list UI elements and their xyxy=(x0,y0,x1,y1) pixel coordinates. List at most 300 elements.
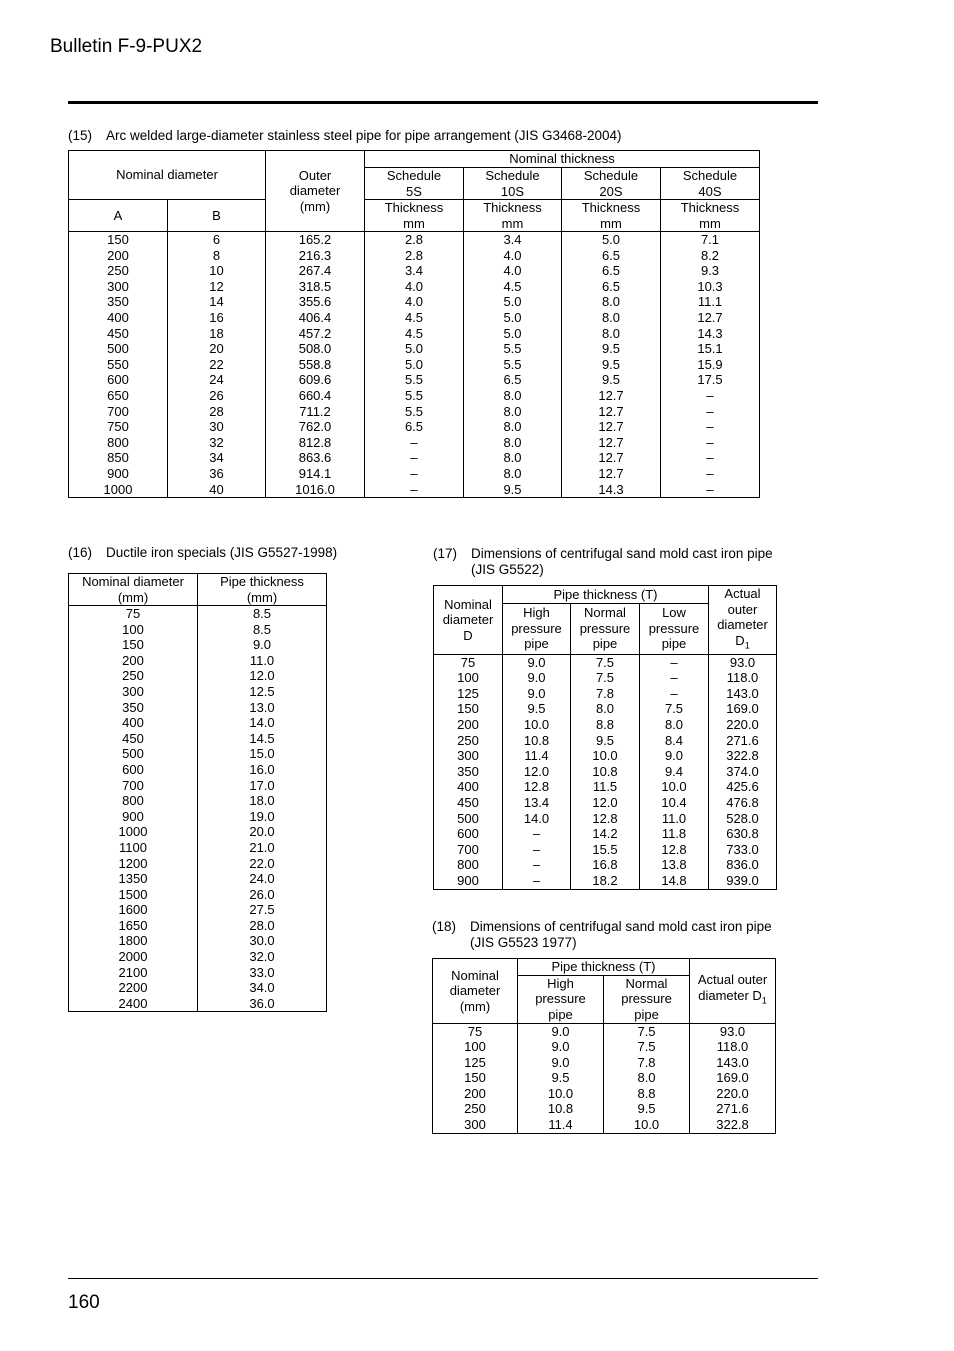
table-cell: 8.0 xyxy=(601,309,621,325)
table-cell: 125 xyxy=(457,685,479,701)
table-cell: 8.0 xyxy=(503,403,522,419)
table-cell: – xyxy=(706,450,714,466)
table-cell: 558.8 xyxy=(298,356,332,372)
table-cell: 11.0 xyxy=(661,810,687,826)
table-cell: 12.7 xyxy=(598,387,624,403)
table-cell: 400 xyxy=(122,715,144,731)
table-cell: 762.0 xyxy=(298,419,332,435)
table-16-caption xyxy=(68,545,368,561)
table-cell: 5.5 xyxy=(503,341,522,357)
table-cell: 93.0 xyxy=(719,1023,746,1039)
table-cell: 5.0 xyxy=(503,309,522,325)
table-cell: – xyxy=(532,826,541,842)
column-actual-outer-diameter xyxy=(709,654,777,889)
table-cell: 12.8 xyxy=(592,810,618,826)
table-cell: 9.0 xyxy=(527,670,546,686)
table-cell: 10.8 xyxy=(523,732,550,748)
table-cell: 8.0 xyxy=(664,716,684,732)
table-cell: 75 xyxy=(460,654,476,670)
page-number: 160 xyxy=(68,1292,100,1313)
table-cell: 6.5 xyxy=(503,372,522,388)
table-cell: 14 xyxy=(209,294,224,310)
header-schedule-20s: Schedule 20S xyxy=(562,168,661,200)
table-cell: 14.8 xyxy=(661,872,687,888)
caption-title: Dimensions of centrifugal sand mold cast iron pipe (JIS G5523 1977) xyxy=(470,919,772,950)
table-cell: 8.0 xyxy=(503,465,522,481)
table-cell: 7.5 xyxy=(595,654,615,670)
table-cell: 457.2 xyxy=(298,325,332,341)
table-cell: 10.0 xyxy=(661,779,687,795)
header-a: A xyxy=(69,200,168,232)
table-cell: – xyxy=(410,434,418,450)
header-thickness-20s: Thickness mm xyxy=(562,200,661,232)
table-cell: 10.0 xyxy=(523,716,550,732)
table-cell: 12.0 xyxy=(249,668,275,684)
table-cell: 14.2 xyxy=(592,826,618,842)
header-normal-pressure: Normal pressure pipe xyxy=(571,603,640,654)
table-cell: 143.0 xyxy=(726,685,759,701)
table-cell: 450 xyxy=(457,794,479,810)
column-outer-diameter xyxy=(266,232,365,498)
table-cell: 600 xyxy=(457,826,479,842)
table-cell: 10.0 xyxy=(547,1085,574,1101)
table-cell: 18.0 xyxy=(249,793,275,809)
table-18-caption xyxy=(432,919,812,951)
table-cell: 9.5 xyxy=(601,372,621,388)
table-cell: – xyxy=(532,872,541,888)
table-cell: 5.5 xyxy=(503,356,522,372)
table-cell: 150 xyxy=(464,1070,486,1086)
table-cell: 630.8 xyxy=(726,826,759,842)
table-cell: 318.5 xyxy=(298,278,332,294)
table-cell: 7.5 xyxy=(595,670,615,686)
table-cell: 21.0 xyxy=(249,839,275,855)
table-cell: 322.8 xyxy=(716,1117,749,1133)
column-low-pressure xyxy=(640,654,709,889)
table-cell: 271.6 xyxy=(726,732,759,748)
table-17 xyxy=(433,585,777,890)
table-cell: – xyxy=(410,465,418,481)
column-actual-outer-diameter xyxy=(690,1023,776,1133)
table-cell: 406.4 xyxy=(298,309,332,325)
table-cell: 12.8 xyxy=(523,779,550,795)
table-cell: 1800 xyxy=(118,933,148,949)
column-schedule-5s xyxy=(365,232,464,498)
table-cell: 11.8 xyxy=(661,826,687,842)
table-cell: 350 xyxy=(457,763,479,779)
table-cell: 10.0 xyxy=(633,1117,660,1133)
table-cell: 9.5 xyxy=(601,356,621,372)
table-cell: 914.1 xyxy=(298,465,332,481)
table-cell: 26.0 xyxy=(249,886,275,902)
table-cell: 100 xyxy=(457,670,479,686)
table-cell: 2.8 xyxy=(404,247,424,263)
table-cell: 4.0 xyxy=(404,278,424,294)
table-cell: – xyxy=(706,465,714,481)
table-cell: – xyxy=(532,857,541,873)
table-cell: 271.6 xyxy=(716,1101,749,1117)
table-cell: – xyxy=(410,450,418,466)
column-schedule-20s xyxy=(562,232,661,498)
table-cell: – xyxy=(706,434,714,450)
table-cell: 9.5 xyxy=(595,732,615,748)
table-cell: 14.3 xyxy=(697,325,723,341)
table-cell: 800 xyxy=(122,793,144,809)
table-cell: 13.4 xyxy=(523,794,550,810)
table-cell: 11.5 xyxy=(592,779,618,795)
column-schedule-10s xyxy=(464,232,562,498)
table-cell: 32.0 xyxy=(249,949,275,965)
table-cell: 8.4 xyxy=(664,732,684,748)
table-cell: 4.5 xyxy=(404,309,424,325)
column-high-pressure xyxy=(503,654,571,889)
header-pipe-thickness: Pipe thickness (T) xyxy=(518,959,690,976)
table-cell: 34 xyxy=(209,450,224,466)
table-cell: 118.0 xyxy=(726,670,759,686)
table-cell: 500 xyxy=(122,746,144,762)
header-thickness-5s: Thickness mm xyxy=(365,200,464,232)
table-cell: 1100 xyxy=(119,839,147,855)
table-cell: 1600 xyxy=(118,902,148,918)
header-low-pressure: Low pressure pipe xyxy=(640,603,709,654)
table-cell: 711.2 xyxy=(299,403,331,419)
table-cell: 36 xyxy=(209,465,224,481)
table-cell: 900 xyxy=(107,465,129,481)
column-a xyxy=(69,232,168,498)
table-cell: 8.0 xyxy=(595,701,615,717)
table-cell: 7.5 xyxy=(637,1023,656,1039)
header-nominal-diameter: Nominal diameter (mm) xyxy=(433,959,518,1024)
table-cell: 300 xyxy=(457,748,479,764)
table-cell: – xyxy=(706,419,714,435)
table-cell: 6 xyxy=(212,232,221,247)
table-cell: 143.0 xyxy=(716,1054,749,1070)
table-cell: 4.5 xyxy=(404,325,424,341)
table-cell: 9.0 xyxy=(527,654,546,670)
top-rule xyxy=(68,101,818,104)
table-cell: 28 xyxy=(209,403,224,419)
table-cell: 216.3 xyxy=(298,247,332,263)
table-cell: 169.0 xyxy=(726,701,759,717)
table-cell: 250 xyxy=(122,668,144,684)
table-cell: 2.8 xyxy=(404,232,424,247)
table-cell: 355.6 xyxy=(298,294,332,310)
column-pipe-thickness xyxy=(198,606,327,1012)
table-cell: 650 xyxy=(107,387,129,403)
table-cell: 200 xyxy=(457,716,479,732)
table-cell: 400 xyxy=(457,779,479,795)
column-b xyxy=(168,232,266,498)
table-cell: 9.0 xyxy=(551,1039,570,1055)
table-cell: 250 xyxy=(464,1101,486,1117)
table-cell: 450 xyxy=(122,730,144,746)
table-cell: 863.6 xyxy=(298,450,332,466)
header-b: B xyxy=(168,200,266,232)
table-16 xyxy=(68,573,327,1012)
column-normal-pressure xyxy=(571,654,640,889)
table-cell: 250 xyxy=(107,263,129,279)
table-cell: 733.0 xyxy=(726,841,759,857)
table-cell: 267.4 xyxy=(298,263,332,279)
table-cell: 1016.0 xyxy=(295,481,335,497)
caption-number: (17) xyxy=(433,546,458,561)
table-cell: 600 xyxy=(122,761,144,777)
column-normal-pressure xyxy=(604,1023,690,1133)
table-cell: 300 xyxy=(122,683,144,699)
table-cell: 660.4 xyxy=(298,387,332,403)
table-cell: 8.0 xyxy=(503,419,522,435)
table-cell: 18.2 xyxy=(592,872,618,888)
table-cell: 850 xyxy=(107,450,129,466)
table-cell: 800 xyxy=(457,857,479,873)
table-cell: 8.0 xyxy=(637,1070,656,1086)
table-cell: 11.1 xyxy=(697,294,723,310)
header-nominal-diameter: Nominal diameter xyxy=(69,151,266,200)
table-cell: 100 xyxy=(464,1039,486,1055)
caption-title: Arc welded large-diameter stainless steel pipe for pipe arrangement (JIS G3468-2004) xyxy=(106,128,622,143)
table-cell: 11.4 xyxy=(524,748,549,764)
table-cell: 6.5 xyxy=(601,278,621,294)
table-cell: 2100 xyxy=(118,964,148,980)
table-cell: 10.8 xyxy=(547,1101,574,1117)
table-cell: 9.5 xyxy=(637,1101,656,1117)
table-cell: 4.0 xyxy=(503,247,522,263)
table-cell: 300 xyxy=(464,1117,486,1133)
table-cell: 250 xyxy=(457,732,479,748)
table-cell: 10 xyxy=(209,263,224,279)
table-cell: 300 xyxy=(107,278,129,294)
bulletin-id: Bulletin F-9-PUX2 xyxy=(50,36,203,57)
table-cell: 12 xyxy=(209,278,224,294)
table-17-caption xyxy=(433,546,813,578)
table-cell: 9.0 xyxy=(664,748,684,764)
table-cell: 75 xyxy=(467,1023,483,1039)
table-cell: 9.0 xyxy=(551,1023,570,1039)
table-cell: 20 xyxy=(209,341,224,357)
table-cell: 600 xyxy=(107,372,129,388)
table-cell: 12.7 xyxy=(697,309,723,325)
table-cell: 4.5 xyxy=(503,278,522,294)
table-cell: 9.5 xyxy=(503,481,522,497)
table-cell: 27.5 xyxy=(249,902,275,918)
table-cell: 900 xyxy=(122,808,144,824)
caption-number: (16) xyxy=(68,545,93,560)
table-cell: 14.3 xyxy=(598,481,624,497)
table-cell: 169.0 xyxy=(716,1070,749,1086)
table-cell: 14.0 xyxy=(249,715,275,731)
table-cell: 750 xyxy=(107,419,129,435)
column-nominal-diameter xyxy=(433,1023,518,1133)
header-nominal-diameter: Nominal diameter (mm) xyxy=(69,574,198,606)
table-cell: – xyxy=(670,685,678,701)
table-cell: 34.0 xyxy=(249,980,275,996)
table-cell: 700 xyxy=(457,841,479,857)
table-cell: 19.0 xyxy=(249,808,275,824)
table-cell: 118.0 xyxy=(716,1039,749,1055)
header-normal-pressure: Normal pressure pipe xyxy=(604,975,690,1023)
header-thickness-40s: Thickness mm xyxy=(661,200,760,232)
table-cell: 9.5 xyxy=(551,1070,570,1086)
table-cell: 32 xyxy=(209,434,224,450)
table-cell: 322.8 xyxy=(726,748,759,764)
table-cell: 12.7 xyxy=(598,450,624,466)
caption-number: (18) xyxy=(432,919,457,934)
table-cell: 450 xyxy=(107,325,129,341)
table-cell: 10.4 xyxy=(661,794,687,810)
table-cell: 400 xyxy=(107,309,129,325)
table-cell: 17.5 xyxy=(697,372,723,388)
table-cell: 8 xyxy=(212,247,221,263)
table-cell: 13.0 xyxy=(249,699,275,715)
table-cell: 350 xyxy=(107,294,129,310)
table-cell: 5.0 xyxy=(404,356,424,372)
table-15 xyxy=(68,150,760,498)
column-nominal-diameter xyxy=(69,606,198,1012)
header-pipe-thickness: Pipe thickness (T) xyxy=(503,586,709,604)
table-cell: 528.0 xyxy=(726,810,759,826)
table-cell: 8.0 xyxy=(503,387,522,403)
column-schedule-40s xyxy=(661,232,760,498)
table-cell: 2400 xyxy=(118,995,148,1011)
table-cell: 9.0 xyxy=(527,685,546,701)
caption-number: (15) xyxy=(68,128,93,143)
table-cell: 5.5 xyxy=(404,387,424,403)
table-cell: – xyxy=(410,481,418,497)
table-cell: 9.3 xyxy=(700,263,720,279)
table-cell: 9.4 xyxy=(664,763,684,779)
table-cell: 1000 xyxy=(103,481,133,497)
table-cell: 7.5 xyxy=(664,701,684,717)
table-cell: 8.5 xyxy=(252,606,272,621)
table-cell: 8.2 xyxy=(700,247,720,263)
table-cell: 9.0 xyxy=(252,637,272,653)
table-cell: 16.0 xyxy=(249,761,275,777)
table-cell: 3.4 xyxy=(503,232,522,247)
header-pipe-thickness: Pipe thickness (mm) xyxy=(198,574,327,606)
caption-title: Dimensions of centrifugal sand mold cast iron pipe (JIS G5522) xyxy=(471,546,773,577)
table-cell: 700 xyxy=(122,777,144,793)
table-cell: 15.5 xyxy=(592,841,618,857)
table-cell: 500 xyxy=(457,810,479,826)
table-cell: 4.0 xyxy=(404,294,424,310)
header-high-pressure: High pressure pipe xyxy=(518,975,604,1023)
table-cell: 9.0 xyxy=(551,1054,570,1070)
table-cell: 508.0 xyxy=(298,341,332,357)
table-cell: 6.5 xyxy=(601,263,621,279)
table-cell: 16.8 xyxy=(592,857,618,873)
table-cell: 220.0 xyxy=(726,716,759,732)
table-cell: 12.7 xyxy=(598,434,624,450)
table-cell: 30 xyxy=(209,419,224,435)
header-actual-outer-diameter: Actual outer diameter $D_1$ xyxy=(709,586,777,655)
table-15-caption xyxy=(68,128,818,144)
table-cell: 1200 xyxy=(118,855,148,871)
table-cell: 7.8 xyxy=(637,1054,656,1070)
table-cell: 939.0 xyxy=(726,872,759,888)
table-cell: 5.5 xyxy=(404,403,424,419)
table-cell: 10.0 xyxy=(592,748,618,764)
table-cell: 200 xyxy=(107,247,129,263)
table-cell: 22.0 xyxy=(249,855,275,871)
header-nominal-diameter: Nominal diameter D xyxy=(434,586,503,655)
table-cell: – xyxy=(706,387,714,403)
table-cell: 40 xyxy=(209,481,224,497)
table-cell: – xyxy=(532,841,541,857)
header-thickness-10s: Thickness mm xyxy=(464,200,562,232)
table-cell: 3.4 xyxy=(404,263,424,279)
table-cell: 22 xyxy=(209,356,224,372)
table-cell: 550 xyxy=(107,356,129,372)
table-cell: 13.8 xyxy=(661,857,687,873)
table-cell: 150 xyxy=(107,232,129,247)
table-cell: 36.0 xyxy=(249,995,275,1011)
header-nominal-thickness: Nominal thickness xyxy=(365,151,760,168)
table-cell: 1650 xyxy=(118,917,148,933)
table-cell: 5.0 xyxy=(503,325,522,341)
table-cell: 100 xyxy=(122,621,144,637)
table-cell: 15.0 xyxy=(249,746,275,762)
table-cell: 24.0 xyxy=(249,871,275,887)
table-cell: 18 xyxy=(209,325,224,341)
table-cell: 75 xyxy=(125,606,141,621)
table-cell: 12.0 xyxy=(592,794,618,810)
table-cell: 812.8 xyxy=(298,434,332,450)
table-cell: 476.8 xyxy=(726,794,759,810)
table-cell: 14.0 xyxy=(523,810,550,826)
table-cell: – xyxy=(706,481,714,497)
table-cell: 8.0 xyxy=(503,450,522,466)
header-schedule-40s: Schedule 40S xyxy=(661,168,760,200)
table-cell: 24 xyxy=(209,372,224,388)
table-cell: 8.0 xyxy=(503,434,522,450)
table-cell: 4.0 xyxy=(503,263,522,279)
table-cell: 6.5 xyxy=(601,247,621,263)
table-cell: 33.0 xyxy=(249,964,275,980)
table-cell: 14.5 xyxy=(249,730,275,746)
table-cell: 93.0 xyxy=(729,654,756,670)
table-cell: 374.0 xyxy=(726,763,759,779)
table-cell: 5.0 xyxy=(601,232,621,247)
table-cell: 12.7 xyxy=(598,419,624,435)
table-cell: 12.8 xyxy=(661,841,687,857)
table-cell: 500 xyxy=(107,341,129,357)
table-cell: 800 xyxy=(107,434,129,450)
table-cell: 7.1 xyxy=(700,232,720,247)
table-cell: 28.0 xyxy=(249,917,275,933)
table-cell: 10.3 xyxy=(697,278,723,294)
table-cell: 30.0 xyxy=(249,933,275,949)
table-cell: 12.5 xyxy=(249,683,275,699)
table-18 xyxy=(432,958,776,1134)
table-cell: 200 xyxy=(464,1085,486,1101)
table-cell: 150 xyxy=(457,701,479,717)
table-cell: – xyxy=(706,403,714,419)
table-cell: 8.8 xyxy=(637,1085,656,1101)
header-outer-diameter: Outer diameter (mm) xyxy=(266,151,365,232)
table-cell: 8.0 xyxy=(601,294,621,310)
table-cell: 17.0 xyxy=(249,777,275,793)
table-cell: 200 xyxy=(122,652,144,668)
table-cell: 5.0 xyxy=(404,341,424,357)
table-cell: 5.0 xyxy=(503,294,522,310)
header-schedule-10s: Schedule 10S xyxy=(464,168,562,200)
table-cell: – xyxy=(670,670,678,686)
header-schedule-5s: Schedule 5S xyxy=(365,168,464,200)
column-nominal-diameter xyxy=(434,654,503,889)
table-cell: 350 xyxy=(122,699,144,715)
table-cell: 900 xyxy=(457,872,479,888)
table-cell: 10.8 xyxy=(592,763,618,779)
